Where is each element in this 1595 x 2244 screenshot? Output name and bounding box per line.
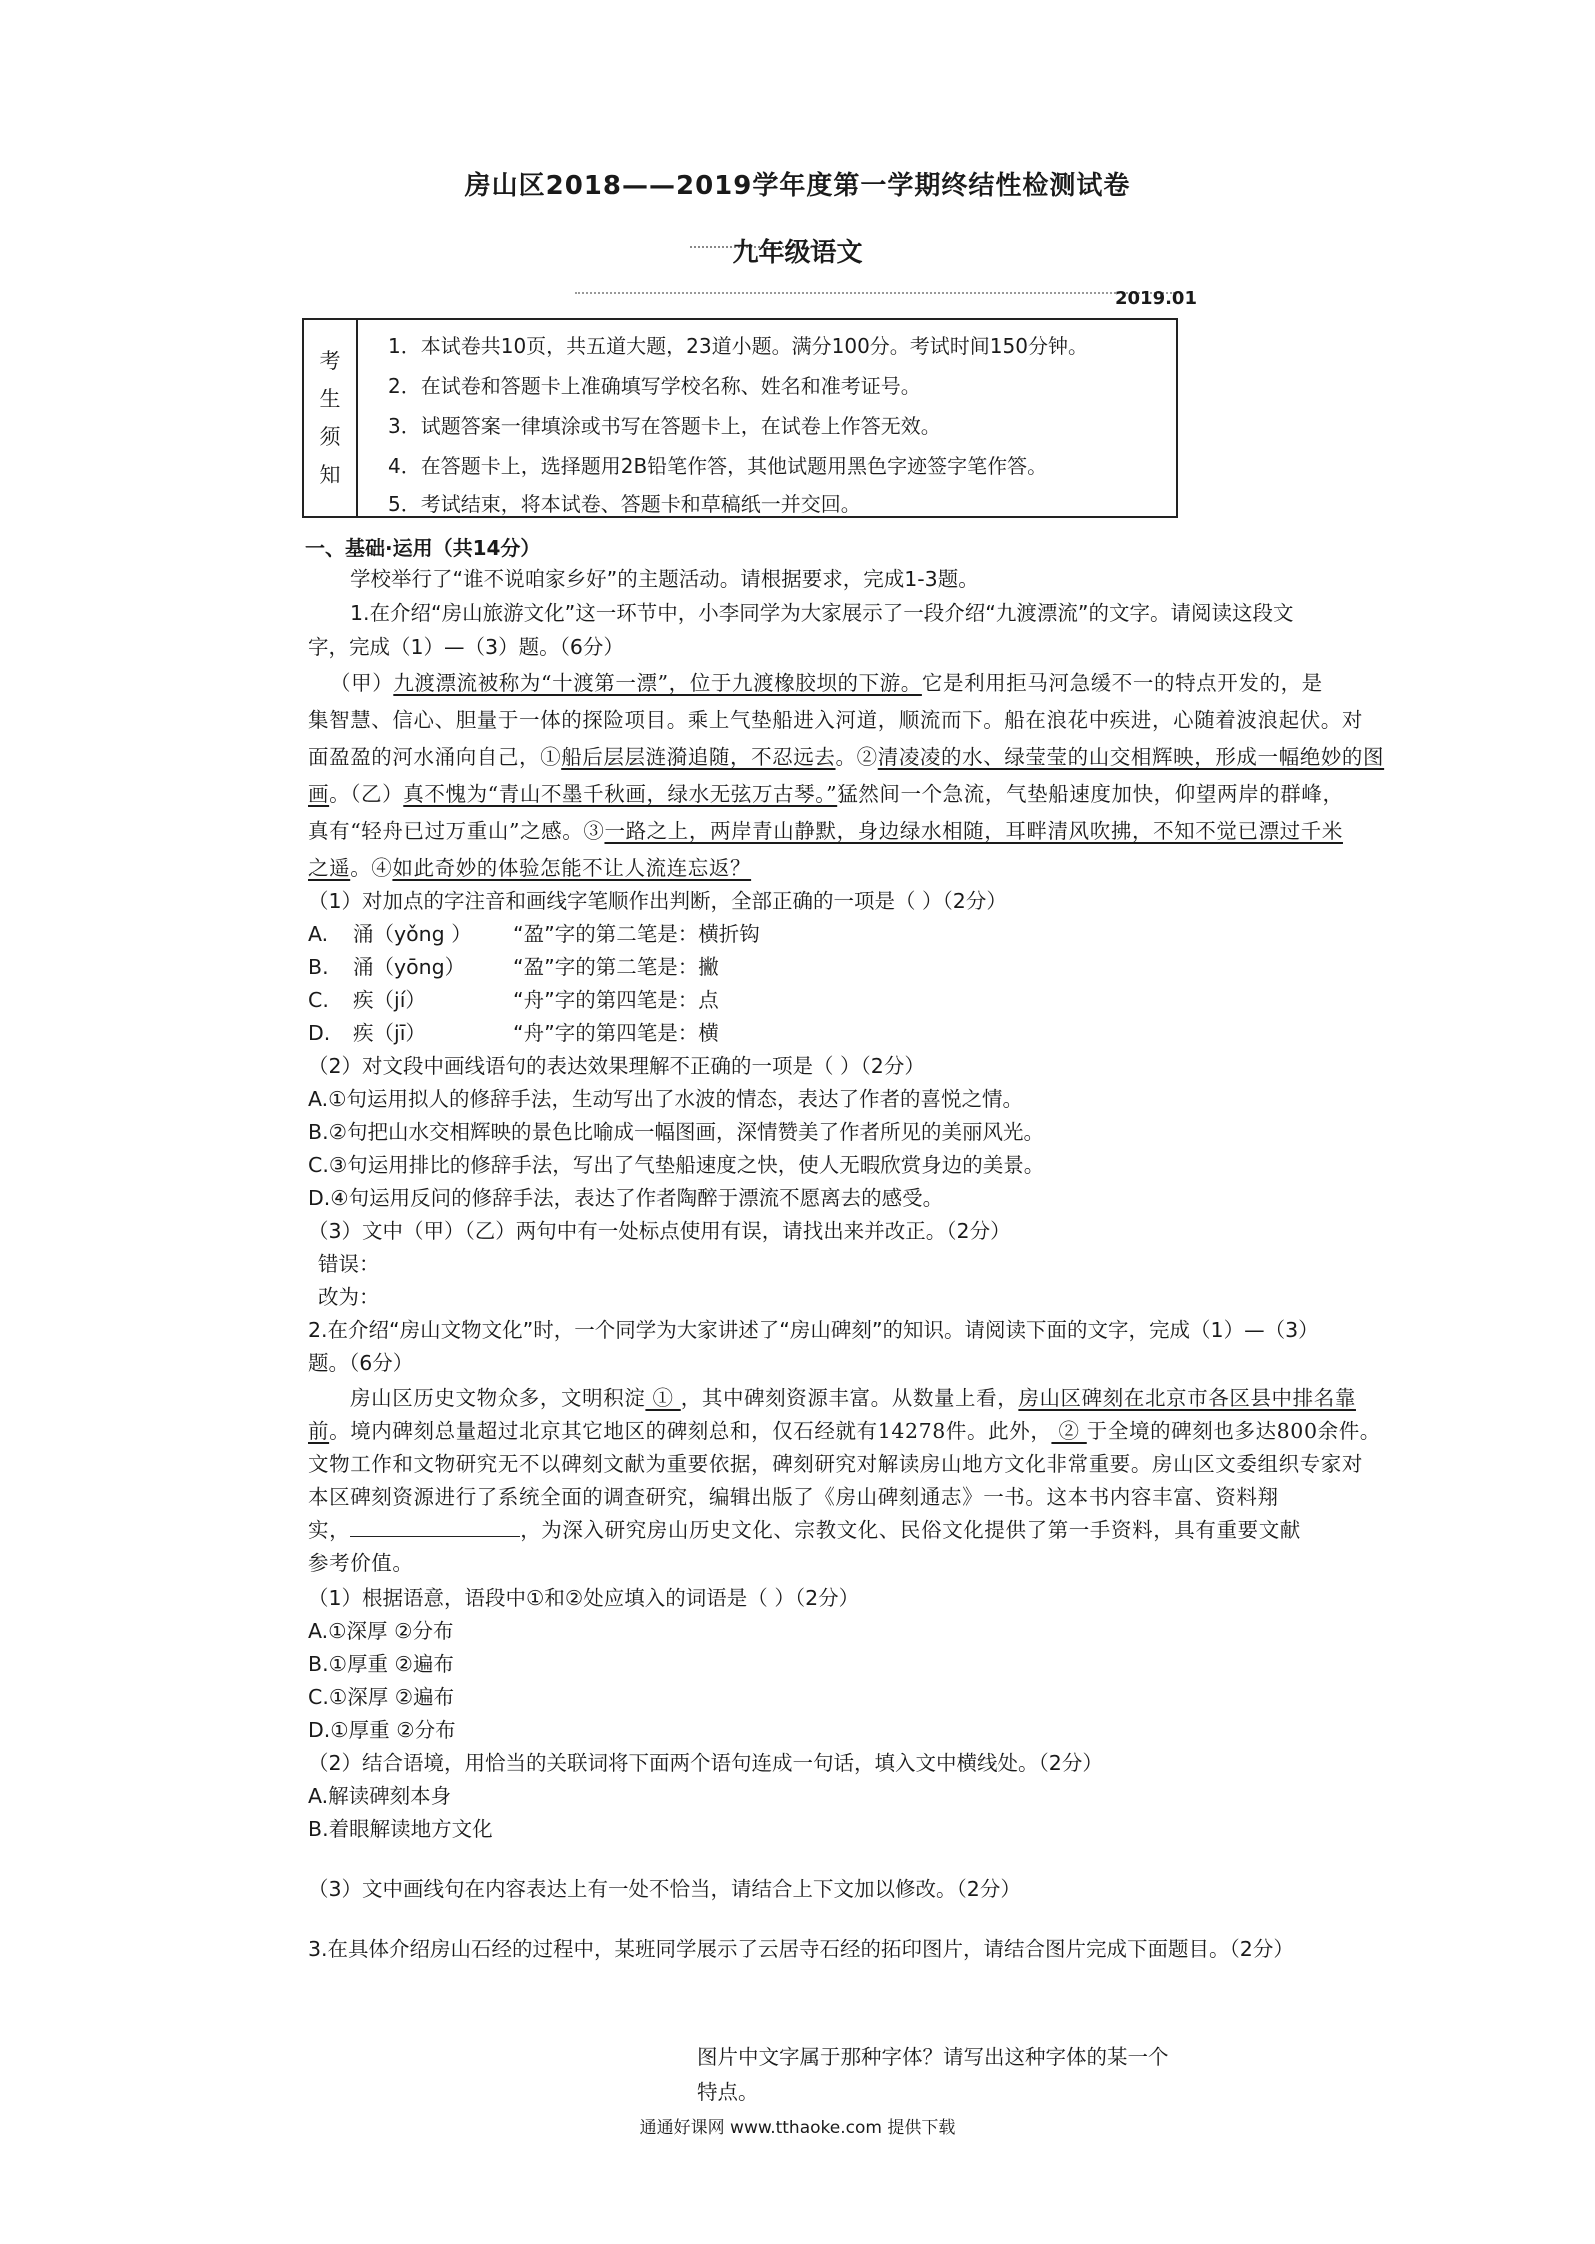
candidate-notice-box (302, 318, 1178, 518)
passage2-line: 本区碑刻资源进行了系统全面的调查研究，编辑出版了《房山碑刻通志》一书。这本书内容丰富、资料翔 (308, 1485, 1279, 1509)
passage1-line: 集智慧、信心、胆量于一体的探险项目。乘上气垫船进入河道，顺流而下。船在浪花中疾进，心随着波浪起伏。对 (308, 708, 1363, 732)
q2-stem-line2: 题。（6分） (308, 1351, 414, 1375)
notice-label-char: 考 (319, 349, 341, 373)
q1-stem-line1: 1.在介绍“房山旅游文化”这一环节中，小李同学为大家展示了一段介绍“九渡漂流”的文字。请阅读这段文 (350, 601, 1294, 625)
fill-in-blank-line (350, 1520, 520, 1537)
passage2-line: 房山区历史文物众多，文明积淀 ① ，其中碑刻资源丰富。从数量上看，房山区碑刻在北京市各区县中排名靠 (350, 1386, 1356, 1410)
notice-item: 5．考试结束，将本试卷、答题卡和草稿纸一并交回。 (388, 492, 861, 516)
notice-item: 4．在答题卡上，选择题用2B铅笔作答，其他试题用黑色字迹签字笔作答。 (388, 454, 1048, 478)
passage1-line: （甲）九渡漂流被称为“十渡第一漂”，位于九渡橡胶坝的下游。它是利用拒马河急缓不一的特点开发的，是 (330, 671, 1323, 695)
q1-sub3-error: 错误： (318, 1252, 380, 1276)
notice-item: 1．本试卷共10页，共五道大题，23道小题。满分100分。考试时间150分钟。 (388, 334, 1088, 358)
passage1-line: 真有“轻舟已过万重山”之感。③一路之上，两岸青山静默，身边绿水相随，耳畔清风吹拂，不知不觉已漂过千米 (308, 819, 1343, 843)
q3-stem: 3.在具体介绍房山石经的过程中，某班同学展示了云居寺石经的拓印图片，请结合图片完成下面题目。（2分） (308, 1937, 1294, 1961)
exam-date: 2019.01 (1115, 288, 1197, 309)
q1-sub2-option: C.③句运用排比的修辞手法，写出了气垫船速度之快，使人无暇欣赏身边的美景。 (308, 1153, 1045, 1177)
q2-sub3: （3）文中画线句在内容表达上有一处不恰当，请结合上下文加以修改。（2分） (308, 1877, 1021, 1901)
section-intro: 学校举行了“谁不说咱家乡好”的主题活动。请根据要求，完成1-3题。 (350, 567, 979, 591)
passage2-line: 参考价值。 (308, 1551, 414, 1575)
q2-sub2-item: B.着眼解读地方文化 (308, 1817, 493, 1841)
notice-item: 2．在试卷和答题卡上准确填写学校名称、姓名和准考证号。 (388, 374, 921, 398)
q1-sub2: （2）对文段中画线语句的表达效果理解不正确的一项是（ ）（2分） (308, 1054, 925, 1078)
q1-sub1-option: D. 疾（jī） “舟”字的第四笔是：横 (308, 1021, 719, 1045)
q2-sub1-option: D.①厚重 ②分布 (308, 1718, 456, 1742)
q2-sub2: （2）结合语境，用恰当的关联词将下面两个语句连成一句话，填入文中横线处。（2分） (308, 1751, 1103, 1775)
q1-sub2-option: D.④句运用反问的修辞手法，表达了作者陶醉于漂流不愿离去的感受。 (308, 1186, 944, 1210)
passage1-line: 面盈盈的河水涌向自己，①船后层层涟漪追随，不忍远去。②清凌凌的水、绿莹莹的山交相辉映，形成一幅绝妙的图 (308, 745, 1385, 769)
q2-sub1-option: B.①厚重 ②遍布 (308, 1652, 454, 1676)
q1-sub1-option: B. 涌（yōng） “盈”字的第二笔是：撇 (308, 955, 719, 979)
q2-sub1-option: C.①深厚 ②遍布 (308, 1685, 455, 1709)
notice-label (304, 320, 358, 516)
q1-sub1: （1）对加点的字注音和画线字笔顺作出判断，全部正确的一项是（ ）（2分） (308, 889, 1007, 913)
date-dotted-line (575, 292, 1175, 294)
q1-sub1-option: C. 疾（jí） “舟”字的第四笔是：点 (308, 988, 719, 1012)
section-heading: 一、基础·运用（共14分） (305, 536, 541, 560)
q1-stem-line2: 字，完成（1）—（3）题。（6分） (308, 635, 624, 659)
q2-stem-line1: 2.在介绍“房山文物文化”时，一个同学为大家讲述了“房山碑刻”的知识。请阅读下面的文字，完成（1）—（3） (308, 1318, 1319, 1342)
q2-sub1: （1）根据语意，语段中①和②处应填入的词语是（ ）（2分） (308, 1586, 860, 1610)
notice-item: 3．试题答案一律填涂或书写在答题卡上，在试卷上作答无效。 (388, 414, 941, 438)
q1-sub2-option: A.①句运用拟人的修辞手法，生动写出了水波的情态，表达了作者的喜悦之情。 (308, 1087, 1024, 1111)
passage2-line: 前。境内碑刻总量超过北京其它地区的碑刻总和，仅石经就有14278件。此外， ② 于全境的碑刻也多达800余件。 (308, 1419, 1381, 1443)
footer-source: 通通好课网 www.tthaoke.com 提供下载 (639, 2118, 956, 2138)
exam-subtitle: 九年级语文 (732, 238, 863, 268)
q3-prompt-line1: 图片中文字属于那种字体？请写出这种字体的某一个 (697, 2045, 1169, 2069)
passage1-line: 之遥。④如此奇妙的体验怎能不让人流连忘返？ (308, 856, 752, 880)
q3-prompt-line2: 特点。 (697, 2080, 759, 2104)
exam-title: 房山区2018——2019学年度第一学期终结性检测试卷 (464, 171, 1131, 201)
q1-sub1-option: A. 涌（yǒng ） “盈”字的第二笔是：横折钩 (308, 922, 760, 946)
q1-sub3-fix: 改为： (318, 1285, 380, 1309)
notice-label-char: 知 (319, 463, 341, 487)
notice-label-char: 须 (319, 425, 341, 449)
passage2-line: 实， ，为深入研究房山历史文化、宗教文化、民俗文化提供了第一手资料，具有重要文献 (308, 1518, 1301, 1542)
q2-sub1-option: A.①深厚 ②分布 (308, 1619, 454, 1643)
passage2-line: 文物工作和文物研究无不以碑刻文献为重要依据，碑刻研究对解读房山地方文化非常重要。房山区文委组织专家对 (308, 1452, 1363, 1476)
passage1-line: 画。（乙）真不愧为“青山不墨千秋画，绿水无弦万古琴。”猛然间一个急流，气垫船速度加快，仰望两岸的群峰， (308, 782, 1344, 806)
q1-sub3: （3）文中（甲）（乙）两句中有一处标点使用有误，请找出来并改正。（2分） (308, 1219, 1011, 1243)
q1-sub2-option: B.②句把山水交相辉映的景色比喻成一幅图画，深情赞美了作者所见的美丽风光。 (308, 1120, 1044, 1144)
q2-sub2-item: A.解读碑刻本身 (308, 1784, 452, 1808)
notice-label-char: 生 (319, 387, 341, 411)
